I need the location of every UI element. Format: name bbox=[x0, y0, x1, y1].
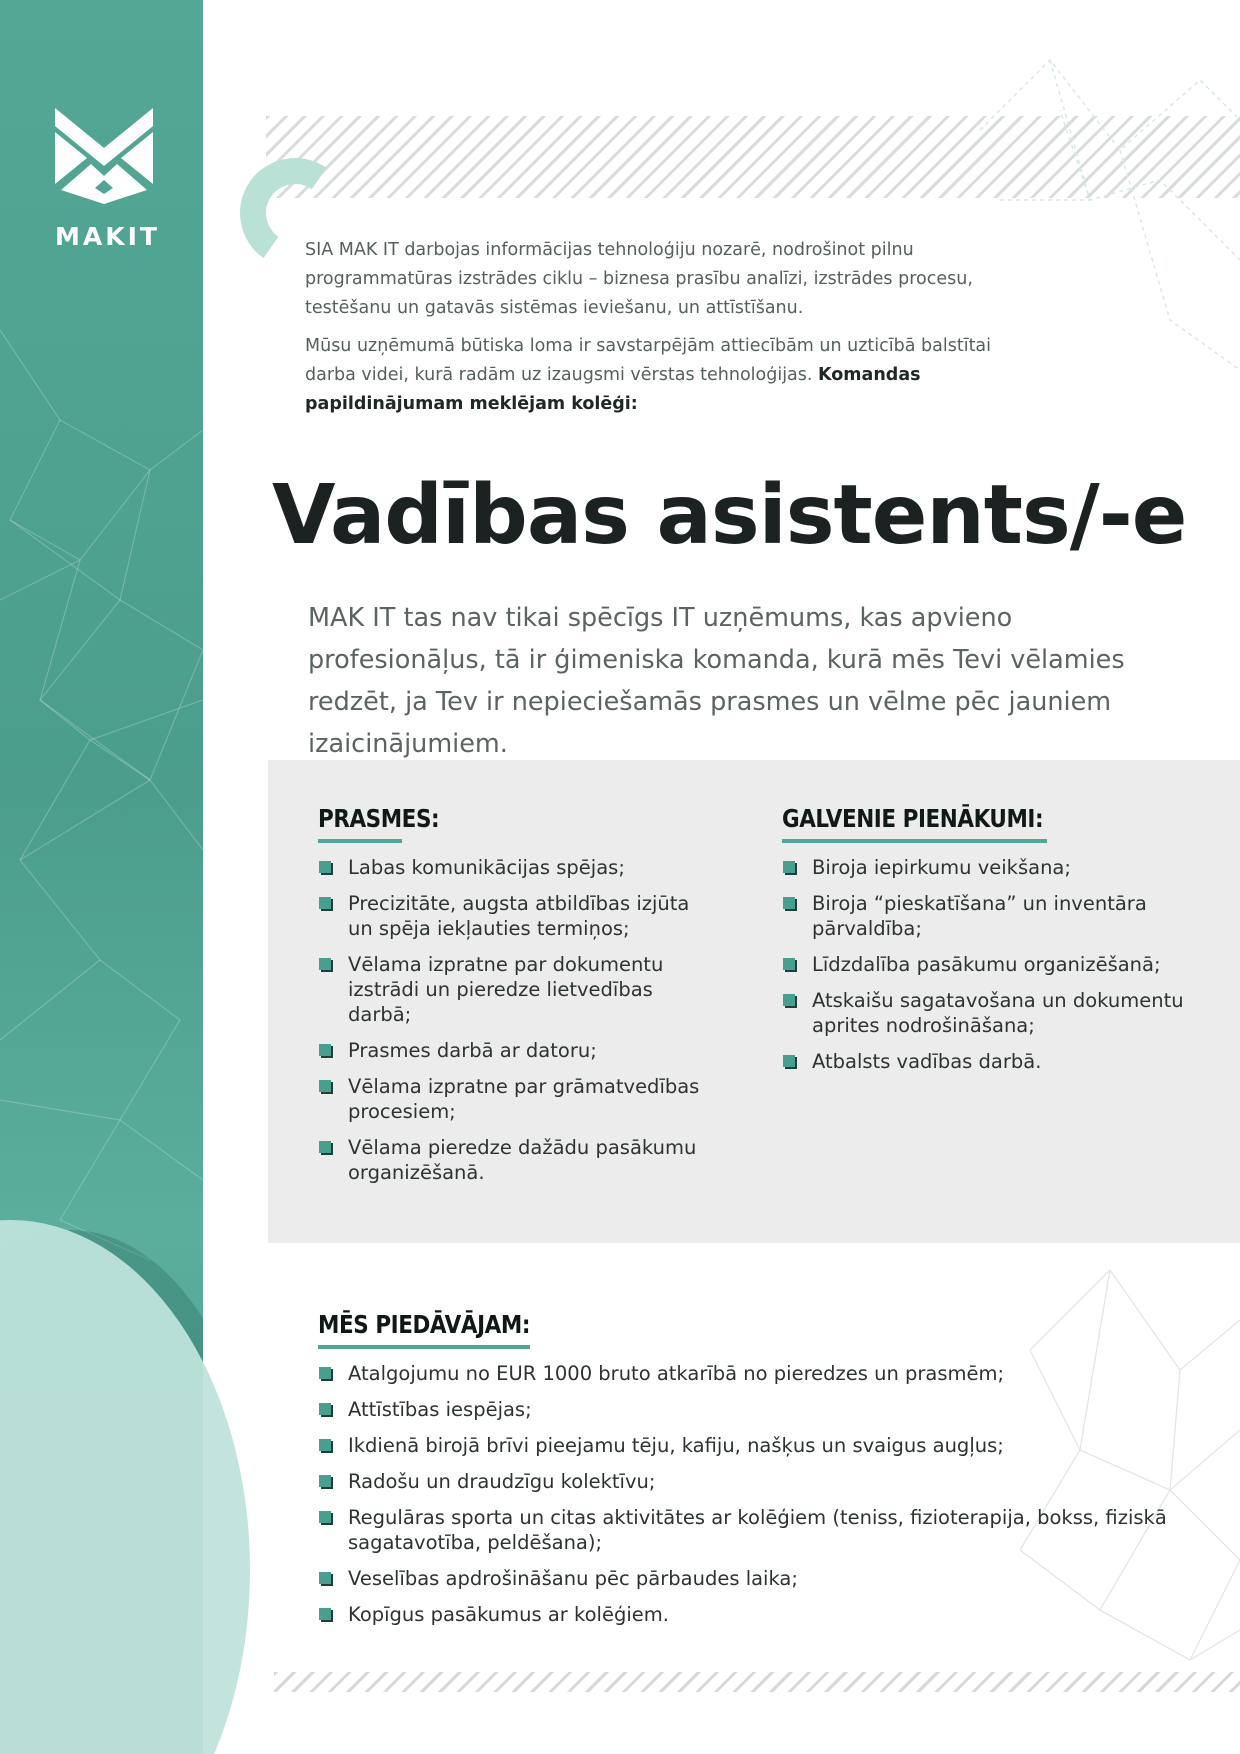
job-title: Vadības asistents/-e bbox=[272, 468, 1187, 563]
duties-list bbox=[782, 855, 1222, 1074]
decorative-arc-middle bbox=[1123, 1725, 1240, 1754]
square-bullet-icon bbox=[319, 1475, 331, 1487]
list-item bbox=[782, 988, 1222, 1038]
intro-paragraph-2 bbox=[305, 332, 1005, 419]
list-item-text: Biroja iepirkumu veikšana; bbox=[812, 856, 1071, 879]
list-item bbox=[318, 1397, 1218, 1422]
intro-paragraph: SIA MAK IT darbojas informācijas tehnoloģiju nozarē, nodrošinot pilnu programmatūras izstrādes ciklu – biznesa prasību analīzi, izstrādes procesu, testēšanu un gatavās sistēmas ieviešanu, un attīstīšanu. bbox=[305, 240, 973, 318]
offer-section bbox=[318, 1310, 1218, 1638]
heading-underline bbox=[318, 1345, 530, 1349]
list-item-text: Regulāras sporta un citas aktivitātes ar kolēģiem (teniss, fizioterapija, bokss, fiziskā sagatavotība, peldēšana); bbox=[348, 1506, 1167, 1554]
list-item-text: Līdzdalība pasākumu organizēšanā; bbox=[812, 953, 1161, 976]
heading-underline bbox=[318, 839, 402, 843]
list-item bbox=[318, 1135, 718, 1185]
decorative-circle bbox=[0, 1220, 250, 1754]
list-item-text: Attīstības iespējas; bbox=[348, 1398, 532, 1421]
list-item-text: Atskaišu sagatavošana un dokumentu aprites nodrošināšana; bbox=[812, 989, 1184, 1037]
intro-highlight: Komandas papildinājumam meklējam kolēģi: bbox=[305, 365, 921, 414]
square-bullet-icon bbox=[319, 1439, 331, 1451]
duties-heading: GALVENIE PIENĀKUMI: bbox=[782, 804, 1044, 833]
list-item bbox=[318, 1505, 1218, 1555]
list-item-text: Ikdienā birojā brīvi pieejamu tēju, kafiju, našķus un svaigus augļus; bbox=[348, 1434, 1004, 1457]
list-item-text: Precizitāte, augsta atbildības izjūta un spēja iekļauties termiņos; bbox=[348, 892, 690, 940]
list-item bbox=[318, 1602, 1218, 1627]
square-bullet-icon bbox=[783, 861, 795, 873]
list-item-text: Atbalsts vadības darbā. bbox=[812, 1050, 1042, 1073]
square-bullet-icon bbox=[319, 1044, 331, 1056]
list-item bbox=[318, 952, 718, 1027]
list-item bbox=[318, 1038, 718, 1063]
list-item bbox=[318, 855, 718, 880]
skills-heading: PRASMES: bbox=[318, 804, 440, 833]
skills-section bbox=[318, 804, 718, 1196]
square-bullet-icon bbox=[319, 861, 331, 873]
square-bullet-icon bbox=[319, 1367, 331, 1379]
heading-underline bbox=[782, 839, 1047, 843]
logo-wordmark: MAKIT bbox=[55, 222, 160, 251]
lead-paragraph: MAK IT tas nav tikai spēcīgs IT uzņēmums, kas apvieno profesionāļus, tā ir ģimeniska komanda, kurā mēs Tevi vēlamies redzēt, ja Tev ir nepieciešamās prasmes un vēlme pēc jauniem izaicinājumiem. bbox=[308, 603, 1125, 759]
list-item bbox=[318, 1469, 1218, 1494]
intro-text: Mūsu uzņēmumā būtiska loma ir savstarpējām attiecībām un uzticībā balstītai darba videi, kurā radām uz izaugsmi vērstas tehnoloģijas. bbox=[305, 336, 992, 385]
list-item bbox=[318, 891, 718, 941]
hatch-band-bottom bbox=[274, 1672, 1240, 1692]
list-item bbox=[782, 855, 1222, 880]
list-item bbox=[318, 1074, 718, 1124]
offer-list bbox=[318, 1361, 1218, 1627]
skills-list bbox=[318, 855, 718, 1185]
list-item bbox=[318, 1433, 1218, 1458]
list-item-text: Biroja “pieskatīšana” un inventāra pārvaldība; bbox=[812, 892, 1147, 940]
makit-logo-icon bbox=[55, 108, 153, 204]
company-intro bbox=[305, 236, 1005, 428]
square-bullet-icon bbox=[319, 1080, 331, 1092]
list-item bbox=[318, 1566, 1218, 1591]
list-item-text: Veselības apdrošināšanu pēc pārbaudes laika; bbox=[348, 1567, 798, 1590]
square-bullet-icon bbox=[783, 958, 795, 970]
list-item-text: Atalgojumu no EUR 1000 bruto atkarībā no pieredzes un prasmēm; bbox=[348, 1362, 1005, 1385]
list-item-text: Vēlama pieredze dažādu pasākumu organizēšanā. bbox=[348, 1136, 697, 1184]
list-item bbox=[318, 1361, 1218, 1386]
duties-section bbox=[782, 804, 1222, 1085]
list-item-text: Vēlama izpratne par grāmatvedības procesiem; bbox=[348, 1075, 700, 1123]
square-bullet-icon bbox=[319, 1572, 331, 1584]
square-bullet-icon bbox=[319, 1403, 331, 1415]
list-item-text: Labas komunikācijas spējas; bbox=[348, 856, 625, 879]
requirements-panel bbox=[268, 760, 1240, 1243]
list-item-text: Prasmes darbā ar datoru; bbox=[348, 1039, 597, 1062]
square-bullet-icon bbox=[319, 958, 331, 970]
square-bullet-icon bbox=[319, 1141, 331, 1153]
square-bullet-icon bbox=[319, 1608, 331, 1620]
square-bullet-icon bbox=[319, 897, 331, 909]
makit-logo bbox=[55, 108, 160, 251]
list-item bbox=[782, 891, 1222, 941]
list-item-text: Vēlama izpratne par dokumentu izstrādi un pieredze lietvedības darbā; bbox=[348, 953, 664, 1026]
square-bullet-icon bbox=[783, 897, 795, 909]
square-bullet-icon bbox=[319, 1511, 331, 1523]
list-item bbox=[782, 952, 1222, 977]
list-item bbox=[782, 1049, 1222, 1074]
offer-heading: MĒS PIEDĀVĀJAM: bbox=[318, 1310, 530, 1339]
list-item-text: Kopīgus pasākumus ar kolēģiem. bbox=[348, 1603, 669, 1626]
square-bullet-icon bbox=[783, 1055, 795, 1067]
list-item-text: Radošu un draudzīgu kolektīvu; bbox=[348, 1470, 656, 1493]
square-bullet-icon bbox=[783, 994, 795, 1006]
